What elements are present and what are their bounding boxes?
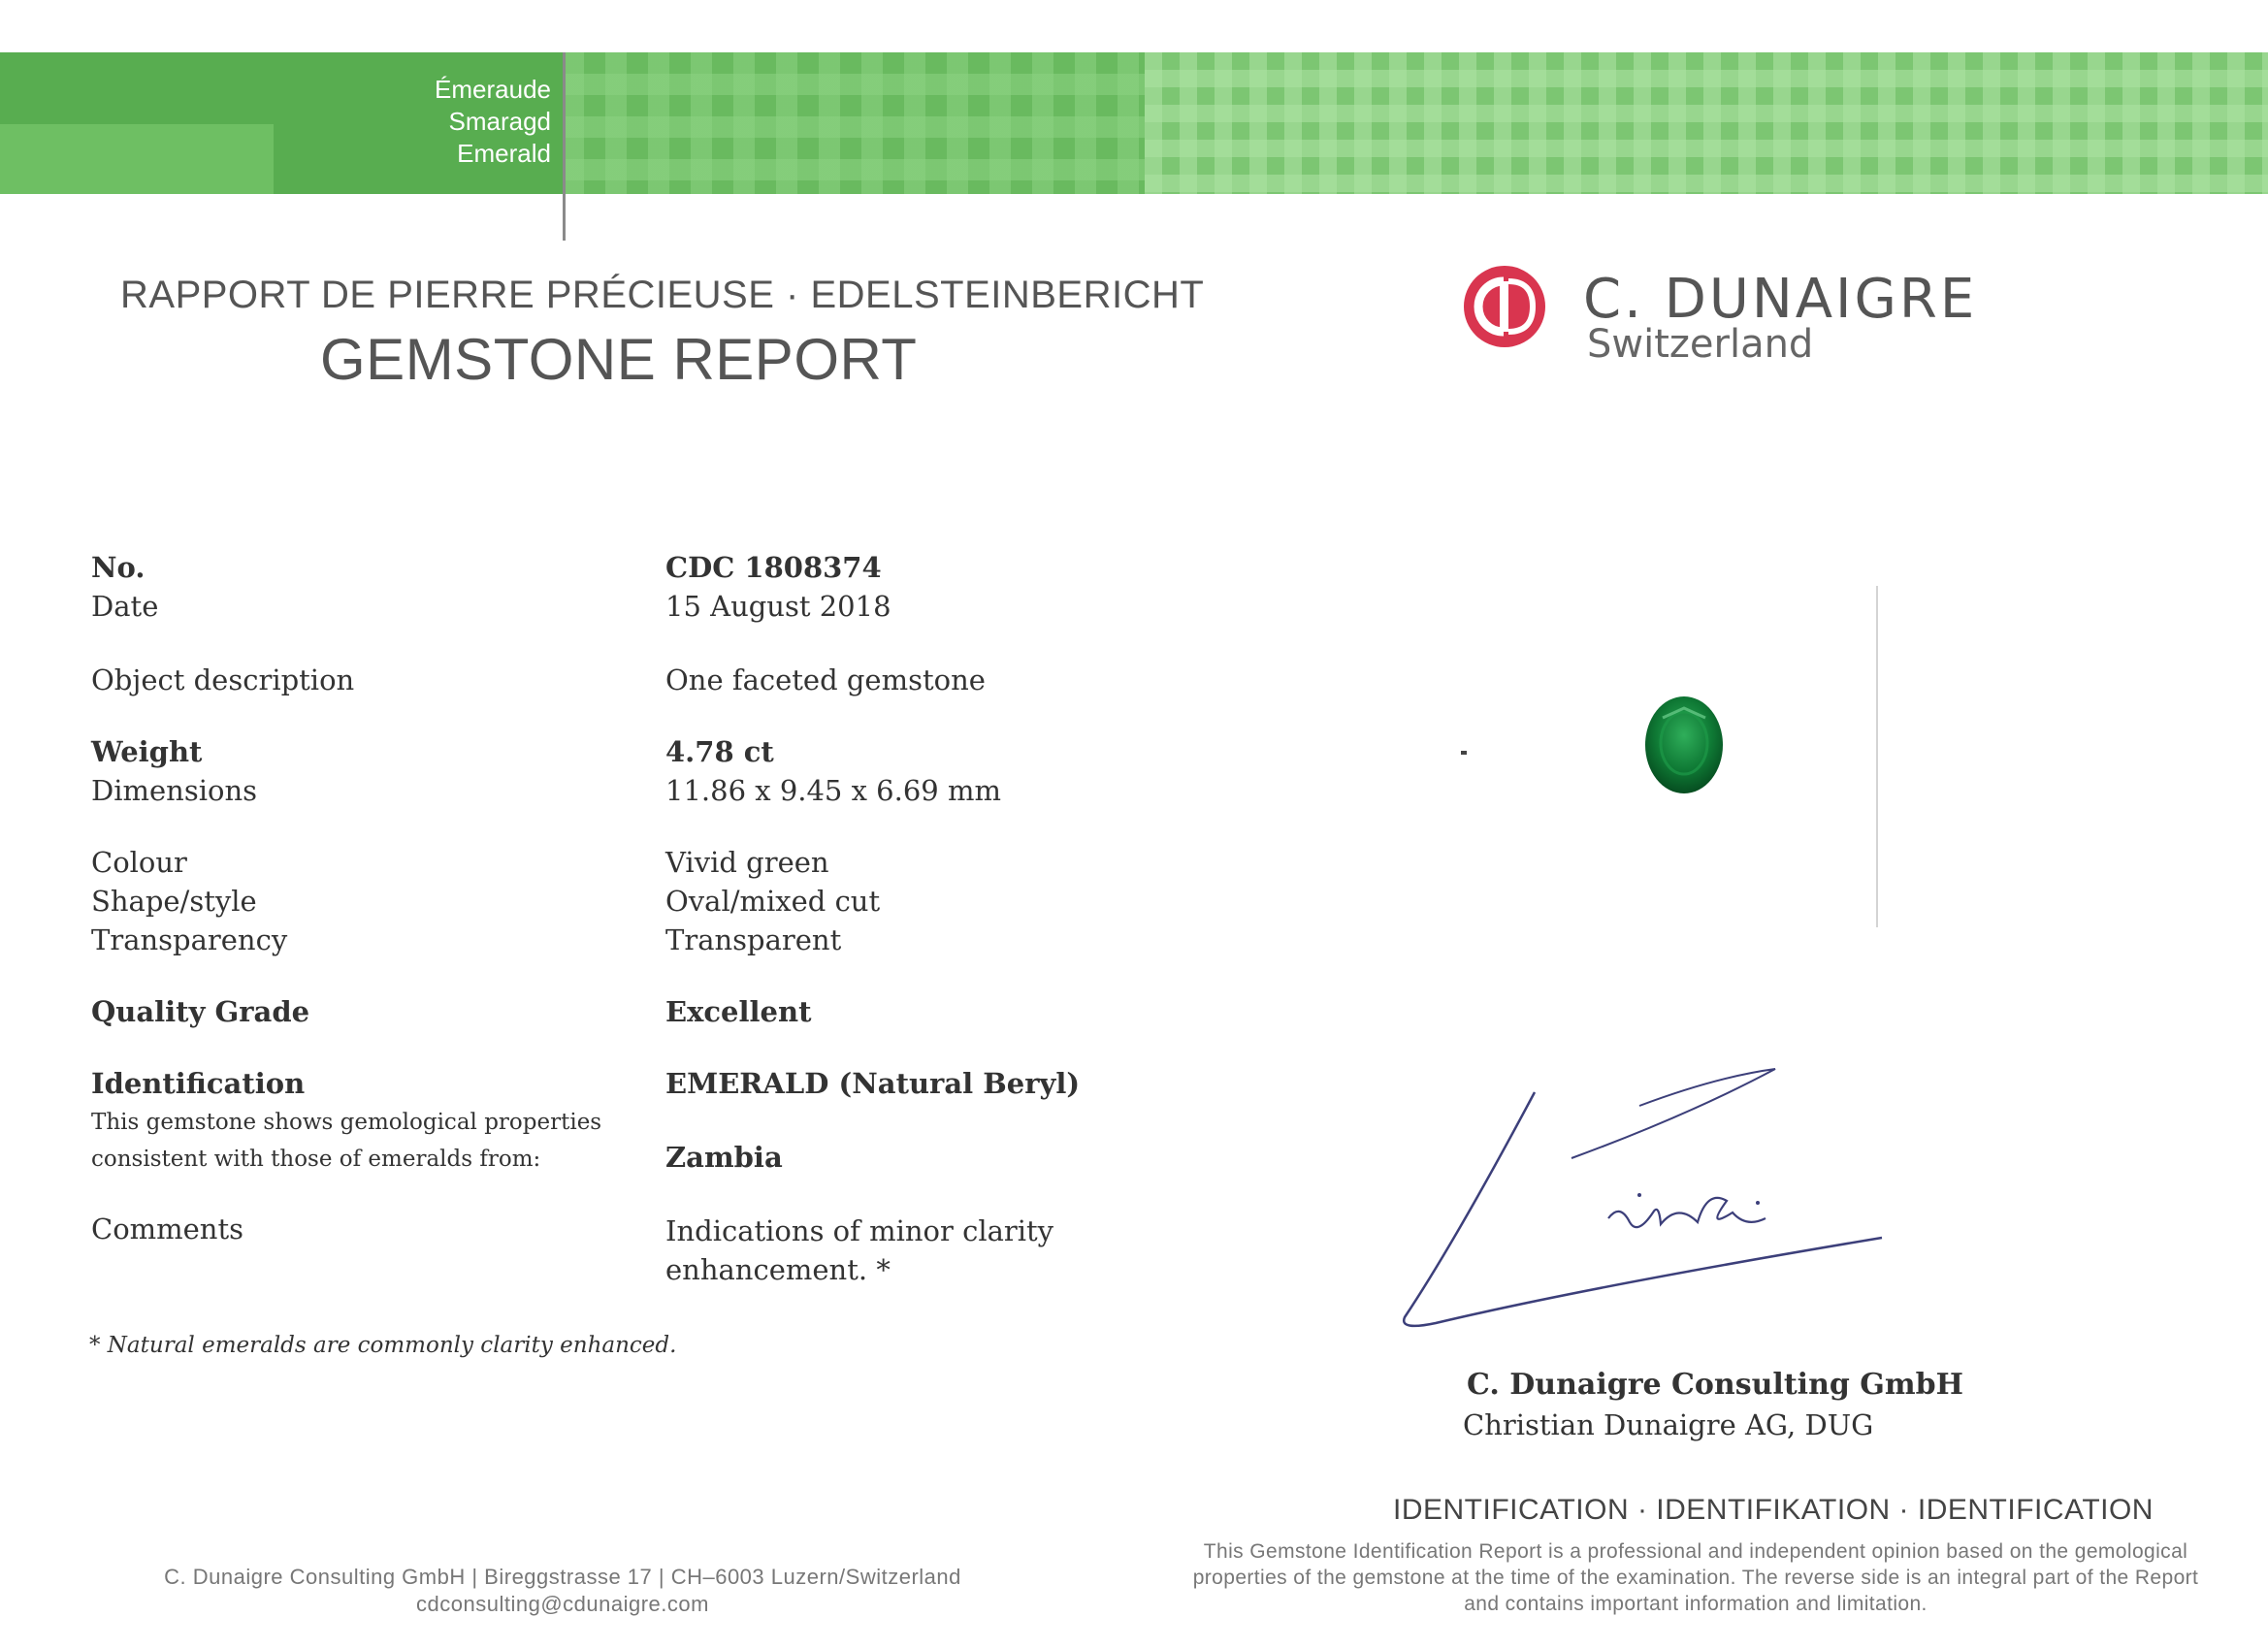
dimensions-value: 11.86 x 9.45 x 6.69 mm — [665, 774, 1001, 807]
origin-value: Zambia — [665, 1141, 783, 1174]
cd-logo-icon — [1461, 264, 1548, 349]
object-value: One faceted gemstone — [665, 663, 986, 696]
banner-name-de: Smaragd — [448, 107, 551, 136]
dimensions-label: Dimensions — [91, 774, 258, 807]
banner-name-fr: Émeraude — [435, 75, 551, 104]
identification-heading: IDENTIFICATION · IDENTIFIKATION · IDENTIFICATION — [1393, 1494, 2154, 1526]
quality-label: Quality Grade — [91, 995, 310, 1028]
logo-location: Switzerland — [1587, 322, 1814, 367]
footer-email[interactable]: cdconsulting@cdunaigre.com — [416, 1592, 709, 1616]
photo-frame-line — [1876, 586, 1878, 927]
disclaimer-text — [1182, 1538, 2210, 1617]
banner-gem-names — [435, 74, 551, 170]
date-label: Date — [91, 590, 159, 623]
emerald-gem-image — [1643, 695, 1725, 795]
logo-name: C. DUNAIGRE — [1583, 268, 1978, 331]
comments-label: Comments — [91, 1212, 244, 1245]
photo-marker — [1461, 751, 1467, 755]
identification-text-line2: consistent with those of emeralds from: — [91, 1147, 541, 1172]
banner-left-block — [0, 124, 274, 194]
disclaimer-line2: properties of the gemstone at the time of the examination. The reverse side is an integral part of the Report — [1192, 1567, 2199, 1589]
banner-divider — [563, 52, 566, 241]
weight-label: Weight — [91, 735, 203, 768]
colour-label: Colour — [91, 846, 187, 879]
shape-label: Shape/style — [91, 885, 257, 918]
signatory-person: Christian Dunaigre AG, DUG — [1463, 1408, 1874, 1441]
signature-image — [1397, 1057, 1901, 1339]
banner-name-en: Emerald — [457, 139, 551, 168]
signatory-company: C. Dunaigre Consulting GmbH — [1467, 1368, 1963, 1402]
top-banner — [0, 52, 2268, 194]
identification-label: Identification — [91, 1067, 306, 1100]
no-value: CDC 1808374 — [665, 551, 882, 584]
disclaimer-line3: and contains important information and limitation. — [1464, 1593, 1928, 1615]
identification-text-line1: This gemstone shows gemological properties — [91, 1110, 602, 1135]
disclaimer-line1: This Gemstone Identification Report is a professional and independent opinion based on the gemological — [1203, 1540, 2188, 1563]
date-value: 15 August 2018 — [665, 590, 891, 623]
footer-address: C. Dunaigre Consulting GmbH | Bireggstrasse 17 | CH–6003 Luzern/Switzerland — [164, 1565, 961, 1589]
shape-value: Oval/mixed cut — [665, 885, 881, 918]
report-subtitle: RAPPORT DE PIERRE PRÉCIEUSE · EDELSTEINBERICHT — [120, 274, 1205, 316]
comments-value-line1: Indications of minor clarity — [665, 1214, 1054, 1247]
quality-value: Excellent — [665, 995, 812, 1028]
weight-value: 4.78 ct — [665, 735, 774, 768]
no-label: No. — [91, 551, 146, 584]
report-title: GEMSTONE REPORT — [320, 327, 918, 392]
transparency-label: Transparency — [91, 923, 288, 956]
colour-value: Vivid green — [665, 846, 829, 879]
object-label: Object description — [91, 663, 355, 696]
identification-value: EMERALD (Natural Beryl) — [665, 1067, 1081, 1100]
transparency-value: Transparent — [665, 923, 842, 956]
comments-value-line2: enhancement. * — [665, 1253, 891, 1286]
footnote: * Natural emeralds are commonly clarity enhanced. — [89, 1333, 677, 1358]
banner-pattern-right — [1145, 52, 2268, 194]
footer — [0, 1564, 1125, 1618]
